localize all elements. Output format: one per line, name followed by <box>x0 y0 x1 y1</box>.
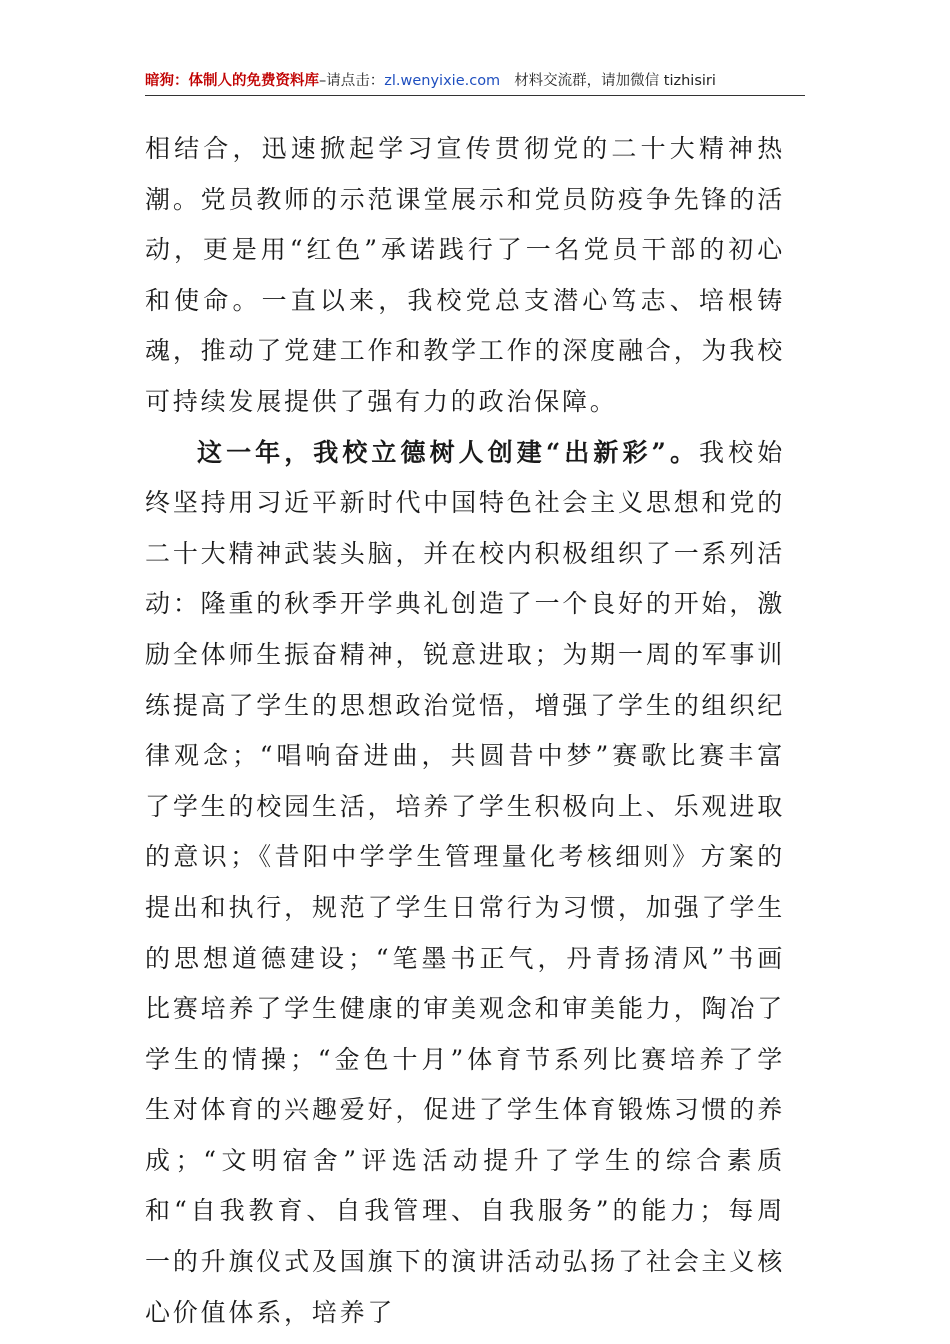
header-link[interactable]: zl.wenyixie.com <box>384 73 501 89</box>
paragraph-2 <box>145 428 785 1339</box>
header-brand: 暗狗：体制人的免费资料库 <box>145 73 319 89</box>
paragraph-2-text: 我校始终坚持用习近平新时代中国特色社会主义思想和党的二十大精神武装头脑，并在校内积极组织了一系列活动：隆重的秋季开学典礼创造了一个良好的开始，激励全体师生振奋精神，锐意进取；为期一周的军事训练提高了学生的思想政治觉悟，增强了学生的组织纪律观念；“唱响奋进曲，共圆昔中梦”赛歌比赛丰富了学生的校园生活，培养了学生积极向上、乐观进取的意识；《昔阳中学学生管理量化考核细则》方案的提出和执行，规范了学生日常行为习惯，加强了学生的思想道德建设；“笔墨书正气，丹青扬清风”书画比赛培养了学生健康的审美观念和审美能力，陶冶了学生的情操；“金色十月”体育节系列比赛培养了学生对体育的兴趣爱好，促进了学生体育锻炼习惯的养成；“文明宿舍”评选活动提升了学生的综合素质和“自我教育、自我管理、自我服务”的能力；每周一的升旗仪式及国旗下的演讲活动弘扬了社会主义核心价值体系，培养了 <box>145 437 785 1327</box>
header-divider <box>145 95 805 96</box>
page-header <box>145 70 805 96</box>
document-body <box>145 124 785 1338</box>
paragraph-2-lead: 这一年，我校立德树人创建“出新彩”。 <box>197 437 700 467</box>
paragraph-1: 相结合，迅速掀起学习宣传贯彻党的二十大精神热潮。党员教师的示范课堂展示和党员防疫争先锋的活动，更是用“红色”承诺践行了一名党员干部的初心和使命。一直以来，我校党总支潜心笃志、培根铸魂，推动了党建工作和教学工作的深度融合，为我校可持续发展提供了强有力的政治保障。 <box>145 134 785 416</box>
header-prompt: –请点击： <box>319 73 385 89</box>
header-contact: 材料交流群，请加微信 tizhisiri <box>514 73 716 89</box>
